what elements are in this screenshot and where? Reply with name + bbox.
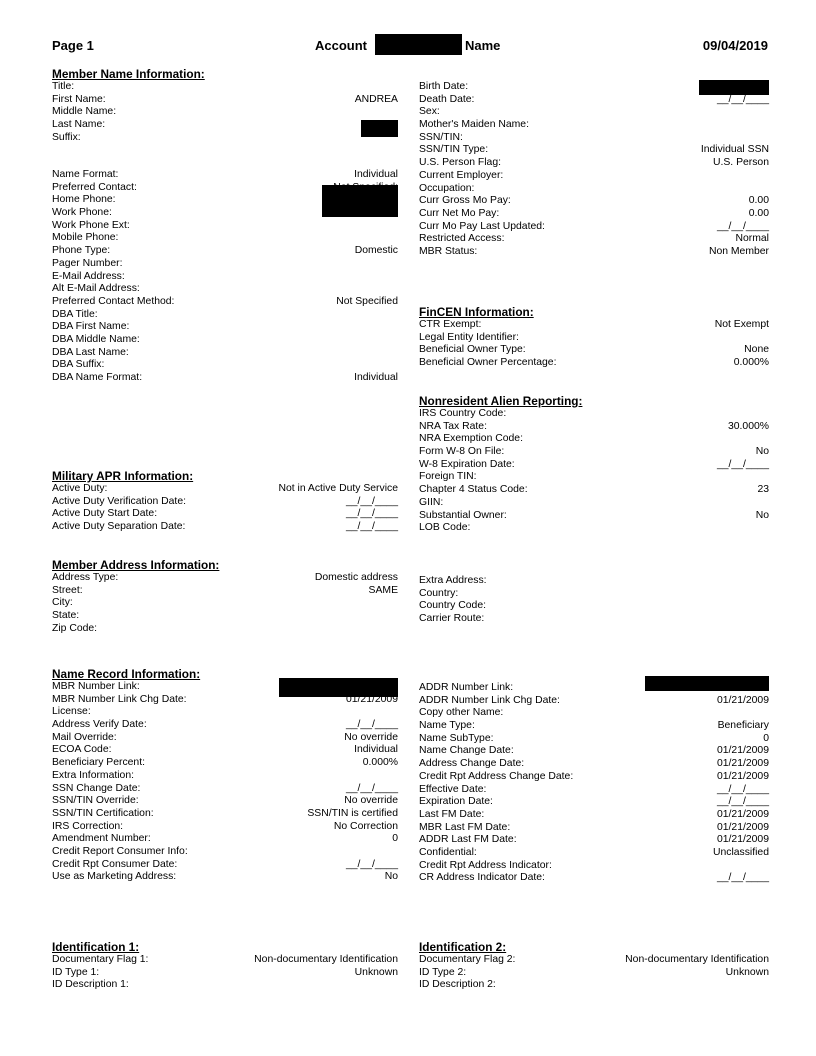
field-value: Unknown (354, 966, 398, 978)
field-row (419, 144, 769, 157)
field-label: DBA Middle Name: (52, 333, 140, 345)
field-label: Phone Type: (52, 245, 111, 257)
field-label: NRA Tax Rate: (419, 420, 487, 432)
field-label: NRA Exemption Code: (419, 433, 523, 445)
member-address-section (52, 559, 398, 635)
field-value: 01/21/2009 (716, 758, 769, 770)
field-value: ANDREA (354, 93, 398, 105)
field-label: Chapter 4 Status Code: (419, 484, 528, 496)
field-row (419, 860, 769, 873)
field-label: Last FM Date: (419, 808, 485, 820)
field-row (52, 521, 398, 534)
field-value: __/__/____ (345, 495, 398, 507)
field-label: SSN/TIN Override: (52, 795, 139, 807)
field-row (419, 733, 769, 746)
field-row (52, 706, 398, 719)
field-value: __/__/____ (716, 796, 769, 808)
field-label: Work Phone: (52, 207, 112, 219)
field-label: W-8 Expiration Date: (419, 458, 515, 470)
field-row (419, 408, 769, 421)
field-label: GIIN: (419, 496, 444, 508)
field-row (419, 446, 769, 459)
contact-section (52, 169, 398, 385)
field-row (419, 954, 769, 967)
field-label: Substantial Owner: (419, 509, 507, 521)
field-row (419, 132, 769, 145)
field-value: 01/21/2009 (345, 693, 398, 705)
field-row (419, 157, 769, 170)
field-label: Name Type: (419, 720, 475, 732)
field-value: Non-documentary Identification (254, 954, 398, 965)
field-label: DBA Name Format: (52, 372, 143, 383)
field-label: Last Name: (52, 119, 106, 131)
field-label: Documentary Flag 1: (52, 954, 149, 965)
section-heading: Member Name Information: (52, 67, 205, 81)
field-row (419, 484, 769, 497)
field-row (52, 309, 398, 322)
field-row (52, 334, 398, 347)
field-label: U.S. Person Flag: (419, 157, 502, 169)
account-redaction (375, 34, 462, 55)
field-row (52, 694, 398, 707)
field-label: Curr Net Mo Pay: (419, 207, 500, 219)
field-value: 30.000% (727, 420, 769, 432)
field-label: Middle Name: (52, 106, 117, 118)
page-number: Page 1 (52, 38, 94, 53)
field-row (52, 572, 398, 585)
field-value: __/__/____ (716, 220, 769, 232)
field-row (52, 94, 398, 107)
field-row (419, 344, 769, 357)
section-heading: Military APR Information: (52, 469, 194, 483)
field-value: 0.000% (362, 757, 398, 769)
field-value: Individual (354, 169, 398, 180)
field-label: Pager Number: (52, 257, 123, 269)
field-label: Birth Date: (419, 81, 469, 92)
field-row (52, 783, 398, 796)
field-row (52, 610, 398, 623)
field-label: Beneficial Owner Percentage: (419, 357, 557, 369)
field-value: 01/21/2009 (716, 745, 769, 757)
military-apr-section (52, 470, 398, 534)
field-row (52, 271, 398, 284)
field-label: IRS Country Code: (419, 408, 507, 419)
field-row (419, 421, 769, 434)
field-row (419, 809, 769, 822)
field-row (52, 744, 398, 757)
field-label: Curr Mo Pay Last Updated: (419, 220, 545, 232)
field-row (419, 720, 769, 733)
field-value: __/__/____ (345, 508, 398, 520)
field-label: Legal Entity Identifier: (419, 331, 519, 343)
field-row (52, 119, 398, 132)
identification-2-section (419, 941, 769, 992)
field-value: SSN/TIN is certified (307, 807, 398, 819)
field-label: LOB Code: (419, 522, 471, 534)
field-value: No (384, 871, 398, 883)
field-value: 0 (392, 833, 398, 845)
field-label: Preferred Contact: (52, 181, 137, 193)
field-value: 0.000% (733, 357, 769, 369)
name-label: Name (465, 38, 501, 53)
field-value: 01/21/2009 (716, 770, 769, 782)
field-value: Not Specified (336, 295, 398, 307)
field-value: Unknown (725, 966, 769, 978)
field-label: ADDR Number Link Chg Date: (419, 694, 560, 706)
field-value: 01/21/2009 (716, 821, 769, 833)
field-row (52, 81, 398, 94)
field-label: Name SubType: (419, 732, 494, 744)
field-row (52, 258, 398, 271)
field-label: DBA First Name: (52, 321, 130, 333)
field-label: Name Change Date: (419, 745, 514, 757)
field-row (52, 245, 398, 258)
field-label: Home Phone: (52, 194, 116, 206)
field-label: ID Description 1: (52, 979, 129, 991)
field-row (419, 94, 769, 107)
field-row (52, 508, 398, 521)
field-row (419, 682, 769, 695)
field-value: No override (344, 795, 398, 807)
field-value: Individual (354, 744, 398, 756)
field-label: E-Mail Address: (52, 270, 125, 282)
field-label: License: (52, 706, 91, 718)
field-label: Zip Code: (52, 622, 98, 634)
field-row (419, 588, 769, 601)
field-label: Mail Override: (52, 731, 117, 743)
field-value: No (755, 509, 769, 521)
field-value: Domestic address (314, 572, 398, 583)
field-label: Alt E-Mail Address: (52, 283, 140, 295)
field-label: Amendment Number: (52, 833, 151, 845)
field-label: Preferred Contact Method: (52, 295, 175, 307)
field-label: ADDR Number Link: (419, 682, 514, 693)
field-label: Address Type: (52, 572, 119, 583)
field-row (419, 208, 769, 221)
field-value: 0.00 (748, 195, 769, 207)
field-row (52, 132, 398, 145)
field-row (52, 347, 398, 360)
field-label: City: (52, 597, 73, 609)
field-row (52, 359, 398, 372)
field-row (419, 195, 769, 208)
field-row (419, 433, 769, 446)
field-label: Title: (52, 81, 75, 92)
field-value: __/__/____ (716, 783, 769, 795)
field-value: No (755, 446, 769, 458)
field-row (419, 319, 769, 332)
field-row (52, 732, 398, 745)
field-label: Beneficiary Percent: (52, 757, 145, 769)
field-label: Use as Marketing Address: (52, 871, 177, 883)
field-label: Carrier Route: (419, 613, 485, 625)
field-label: MBR Number Link: (52, 681, 140, 692)
field-row (419, 979, 769, 992)
addr-record-section (419, 682, 769, 885)
field-label: Credit Rpt Address Change Date: (419, 770, 574, 782)
field-label: ID Description 2: (419, 979, 496, 991)
field-value: __/__/____ (345, 782, 398, 794)
field-value: No override (344, 731, 398, 743)
field-label: Credit Rpt Consumer Date: (52, 858, 178, 870)
field-label: Restricted Access: (419, 233, 505, 245)
field-row (419, 695, 769, 708)
field-row (52, 770, 398, 783)
field-row (419, 106, 769, 119)
member-name-section (52, 68, 398, 144)
field-value: Domestic (354, 245, 398, 257)
field-row (419, 81, 769, 94)
field-label: CR Address Indicator Date: (419, 872, 545, 884)
field-row (419, 745, 769, 758)
field-label: State: (52, 610, 80, 622)
account-label: Account (315, 38, 367, 53)
field-row (52, 106, 398, 119)
field-row (419, 872, 769, 885)
field-row (52, 296, 398, 309)
field-label: Form W-8 On File: (419, 446, 505, 458)
field-row (419, 758, 769, 771)
field-value: __/__/____ (345, 521, 398, 533)
field-row (52, 681, 398, 694)
field-label: Work Phone Ext: (52, 219, 130, 231)
personal-section (419, 81, 769, 259)
identification-1-section (52, 941, 398, 992)
field-label: SSN Change Date: (52, 782, 141, 794)
field-label: DBA Last Name: (52, 346, 129, 358)
field-label: Death Date: (419, 93, 475, 105)
field-label: ECOA Code: (52, 744, 112, 756)
field-row (419, 575, 769, 588)
section-heading: Name Record Information: (52, 667, 201, 681)
field-row (419, 600, 769, 613)
section-heading: FinCEN Information: (419, 305, 534, 319)
field-row (419, 822, 769, 835)
field-row (52, 859, 398, 872)
field-value: __/__/____ (345, 858, 398, 870)
field-value: SAME (368, 584, 398, 596)
field-row (52, 954, 398, 967)
field-row (52, 182, 398, 195)
field-row (52, 719, 398, 732)
field-row (52, 757, 398, 770)
field-label: Current Employer: (419, 169, 504, 181)
field-row (419, 522, 769, 535)
field-row (419, 771, 769, 784)
field-value: None (744, 344, 769, 356)
field-row (419, 834, 769, 847)
field-row (419, 784, 769, 797)
field-label: Extra Address: (419, 575, 487, 586)
field-value: Unclassified (712, 846, 769, 858)
field-label: Credit Report Consumer Info: (52, 845, 188, 857)
report-date: 09/04/2019 (702, 38, 768, 53)
field-value: Not Exempt (714, 319, 769, 330)
field-label: MBR Status: (419, 245, 478, 257)
field-row (52, 232, 398, 245)
field-row (52, 967, 398, 980)
field-row (52, 169, 398, 182)
section-heading: Nonresident Alien Reporting: (419, 394, 583, 408)
fincen-section (419, 306, 769, 370)
field-label: Mobile Phone: (52, 232, 119, 244)
field-row (419, 221, 769, 234)
field-value: Not Specified: (333, 181, 398, 193)
field-row (52, 283, 398, 296)
field-label: SSN/TIN Type: (419, 144, 489, 156)
field-label: Expiration Date: (419, 796, 493, 808)
section-heading: Identification 1: (52, 940, 140, 954)
field-row (419, 119, 769, 132)
field-label: IRS Correction: (52, 820, 124, 832)
field-label: Curr Gross Mo Pay: (419, 195, 511, 207)
field-label: Documentary Flag 2: (419, 954, 516, 965)
field-value: Individual (354, 372, 398, 383)
field-value: __/__/____ (716, 93, 769, 105)
field-value: 01/21/2009 (716, 694, 769, 706)
field-label: Active Duty Start Date: (52, 508, 158, 520)
field-row (419, 471, 769, 484)
extra-address-section (419, 575, 769, 626)
field-row (52, 623, 398, 636)
field-row (52, 808, 398, 821)
field-label: CTR Exempt: (419, 319, 482, 330)
field-label: Effective Date: (419, 783, 487, 795)
field-label: Name Format: (52, 169, 119, 180)
field-value: Non-documentary Identification (625, 954, 769, 965)
field-label: Address Change Date: (419, 758, 525, 770)
field-label: Occupation: (419, 182, 475, 194)
field-label: Suffix: (52, 131, 81, 143)
field-row (419, 183, 769, 196)
field-label: ID Type 2: (419, 966, 467, 978)
field-row (419, 967, 769, 980)
field-row (419, 357, 769, 370)
field-row (52, 207, 398, 220)
field-value: U.S. Person (712, 157, 769, 169)
field-value: __/__/____ (345, 719, 398, 731)
field-label: First Name: (52, 93, 106, 105)
section-heading: Identification 2: (419, 940, 507, 954)
field-label: Copy other Name: (419, 707, 504, 719)
field-row (419, 246, 769, 259)
field-value: __/__/____ (716, 872, 769, 884)
field-value: No Correction (333, 820, 398, 832)
field-value: __/__/____ (716, 458, 769, 470)
field-label: DBA Suffix: (52, 359, 105, 371)
field-label: Sex: (419, 106, 440, 118)
name-record-section (52, 668, 398, 884)
field-value: Normal (735, 233, 769, 245)
field-label: Foreign TIN: (419, 471, 477, 483)
field-row (52, 321, 398, 334)
field-row (419, 332, 769, 345)
field-row (419, 233, 769, 246)
field-row (419, 497, 769, 510)
field-row (419, 796, 769, 809)
field-label: Beneficial Owner Type: (419, 344, 526, 356)
nra-section (419, 395, 769, 535)
field-row (419, 707, 769, 720)
field-label: Country Code: (419, 600, 486, 612)
section-heading: Member Address Information: (52, 558, 220, 572)
field-row (52, 585, 398, 598)
field-row (419, 613, 769, 626)
field-value: 0.00 (748, 207, 769, 219)
field-label: Active Duty Verification Date: (52, 495, 186, 507)
field-row (52, 483, 398, 496)
field-row (419, 170, 769, 183)
field-value: Not in Active Duty Service (278, 483, 398, 494)
field-label: Credit Rpt Address Indicator: (419, 859, 552, 871)
field-label: Extra Information: (52, 769, 135, 781)
field-value: Beneficiary (717, 720, 769, 732)
field-value: Non Member (708, 245, 769, 257)
field-row (52, 871, 398, 884)
field-label: ID Type 1: (52, 966, 100, 978)
field-row (419, 459, 769, 472)
field-label: DBA Title: (52, 308, 98, 320)
field-row (52, 795, 398, 808)
field-label: Active Duty: (52, 483, 108, 494)
field-label: ADDR Last FM Date: (419, 834, 517, 846)
field-row (52, 821, 398, 834)
field-value: 01/21/2009 (716, 834, 769, 846)
field-row (52, 496, 398, 509)
field-value: 0 (763, 732, 769, 744)
field-label: Confidential: (419, 846, 477, 858)
field-label: Address Verify Date: (52, 719, 147, 731)
field-label: MBR Number Link Chg Date: (52, 693, 187, 705)
field-row (52, 833, 398, 846)
field-label: Active Duty Separation Date: (52, 521, 186, 533)
field-label: MBR Last FM Date: (419, 821, 511, 833)
field-row (52, 220, 398, 233)
field-value: Individual SSN (700, 144, 769, 156)
field-row (419, 847, 769, 860)
field-row (419, 510, 769, 523)
field-value: 01/21/2009 (716, 808, 769, 820)
field-label: Country: (419, 587, 459, 599)
field-row (52, 979, 398, 992)
field-row (52, 372, 398, 385)
field-label: SSN/TIN: (419, 131, 463, 143)
field-row (52, 194, 398, 207)
field-value: 23 (757, 484, 769, 496)
field-label: SSN/TIN Certification: (52, 807, 154, 819)
field-row (52, 846, 398, 859)
field-row (52, 597, 398, 610)
field-label: Mother's Maiden Name: (419, 119, 529, 131)
field-label: Street: (52, 584, 83, 596)
